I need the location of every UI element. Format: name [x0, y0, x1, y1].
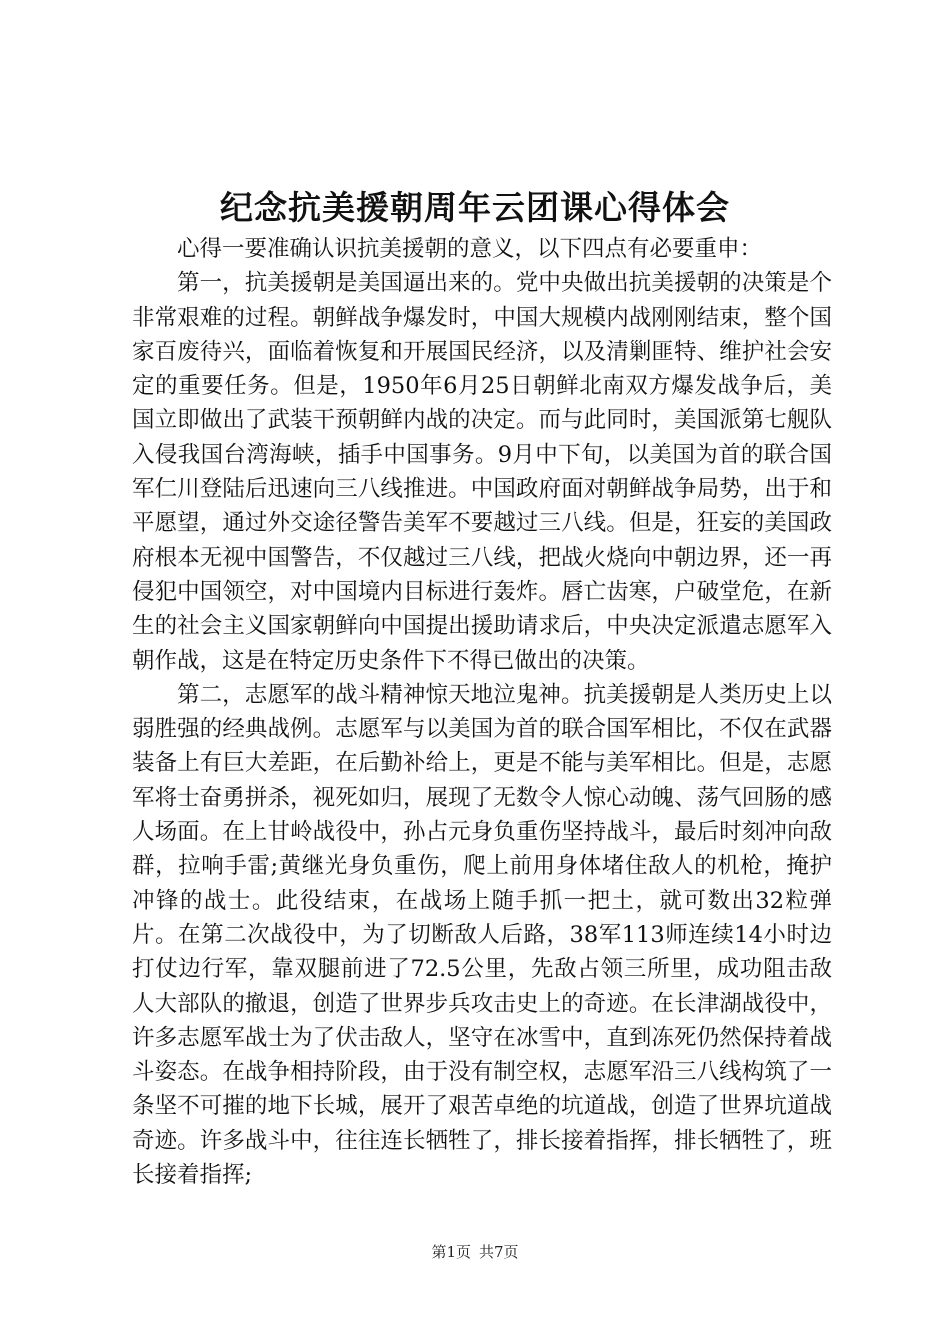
page-number: 第1页	[431, 1243, 471, 1261]
paragraph-first-point: 第一，抗美援朝是美国逼出来的。党中央做出抗美援朝的决策是个非常艰难的过程。朝鲜战争爆发时，中国大规模内战刚刚结束，整个国家百废待兴，面临着恢复和开展国民经济，以及清剿匪特、维护社会安定的重要任务。但是，1950年6月25日朝鲜北南双方爆发战争后，美国立即做出了武装干预朝鲜内战的决定。而与此同时，美国派第七舰队入侵我国台湾海峡，插手中国事务。9月中下旬，以美国为首的联合国军仁川登陆后迅速向三八线推进。中国政府面对朝鲜战争局势，出于和平愿望，通过外交途径警告美军不要越过三八线。但是，狂妄的美国政府根本无视中国警告，不仅越过三八线，把战火烧向中朝边界，还一再侵犯中国领空，对中国境内目标进行轰炸。唇亡齿寒，户破堂危，在新生的社会主义国家朝鲜向中国提出援助请求后，中央决定派遣志愿军入朝作战，这是在特定历史条件下不得已做出的决策。	[132, 270, 832, 674]
page-footer	[0, 1241, 950, 1263]
page-total: 共7页	[479, 1243, 519, 1261]
document-body	[132, 232, 832, 1192]
paragraph-second-point: 第二，志愿军的战斗精神惊天地泣鬼神。抗美援朝是人类历史上以弱胜强的经典战例。志愿军与以美国为首的联合国军相比，不仅在武器装备上有巨大差距，在后勤补给上，更是不能与美军相比。但是，志愿军将士奋勇拼杀，视死如归，展现了无数令人惊心动魄、荡气回肠的感人场面。在上甘岭战役中，孙占元身负重伤坚持战斗，最后时刻冲向敌群，拉响手雷;黄继光身负重伤，爬上前用身体堵住敌人的机枪，掩护冲锋的战士。此役结束，在战场上随手抓一把土，就可数出32粒弹片。在第二次战役中，为了切断敌人后路，38军113师连续14小时边打仗边行军，靠双腿前进了72.5公里，先敌占领三所里，成功阻击敌人大部队的撤退，创造了世界步兵攻击史上的奇迹。在长津湖战役中，许多志愿军战士为了伏击敌人，坚守在冰雪中，直到冻死仍然保持着战斗姿态。在战争相持阶段，由于没有制空权，志愿军沿三八线构筑了一条坚不可摧的地下长城，展开了艰苦卓绝的坑道战，创造了世界坑道战奇迹。许多战斗中，往往连长牺牲了，排长接着指挥，排长牺牲了，班长接着指挥;	[132, 681, 832, 1189]
document-title: 纪念抗美援朝周年云团课心得体会	[220, 188, 730, 227]
paragraph-intro: 心得一要准确认识抗美援朝的意义，以下四点有必要重申：	[177, 236, 763, 262]
